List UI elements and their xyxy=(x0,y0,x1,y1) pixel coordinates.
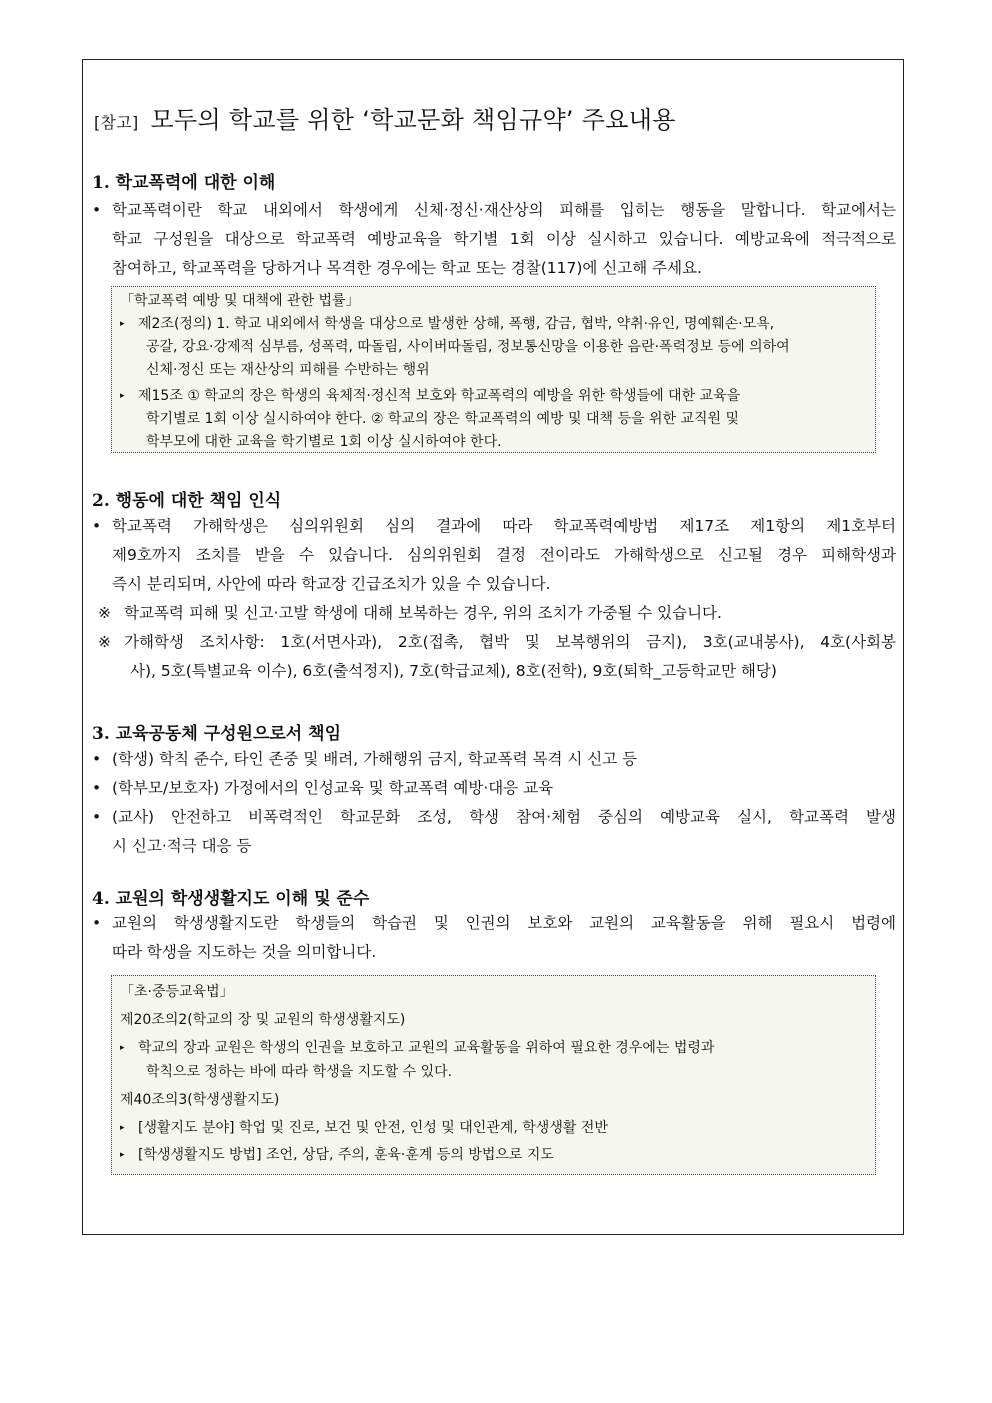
list-item: • (학부모/보호자) 가정에서의 인성교육 및 학교폭력 예방·대응 교육 xyxy=(92,774,896,803)
list-item: • (학생) 학칙 준수, 타인 존중 및 배려, 가해행위 금지, 학교폭력 목격 시 신고 등 xyxy=(92,745,896,774)
section1-paragraph xyxy=(92,196,896,283)
law-item: ▸ 제2조(정의) 1. 학교 내외에서 학생을 대상으로 발생한 상해, 폭행, 감금, 협박, 약취·유인, 명예훼손·모욕, xyxy=(120,313,867,336)
law-article: 제20조의2(학교의 장 및 교원의 학생생활지도) xyxy=(120,1012,406,1028)
law-item: ▸ [생활지도 분야] 학업 및 진로, 보건 및 안전, 인성 및 대인관계, 학생생활 전반 xyxy=(120,1116,867,1140)
section4-paragraph xyxy=(92,909,896,967)
triangle-bullet-icon: ▸ xyxy=(120,319,125,329)
section1-heading: 1. 학교폭력에 대한 이해 xyxy=(92,173,276,193)
list-item: • (교사) 안전하고 비폭력적인 학교문화 조성, 학생 참여·체험 중심의 예방교육 실시, 학교폭력 발생 xyxy=(92,803,896,832)
text-line: 제9호까지 조치를 받을 수 있습니다. 심의위원회 결정 전이라도 가해학생으로 신고될 경우 피해학생과 xyxy=(112,546,896,564)
triangle-bullet-icon: ▸ xyxy=(120,391,125,401)
bullet-icon: • xyxy=(92,517,102,535)
note-line: ※ 가해학생 조치사항: 1호(서면사과), 2호(접촉, 협박 및 보복행위의 금지), 3호(교내봉사), 4호(사회봉 xyxy=(92,628,896,657)
text-line: 시 신고·적극 대응 등 xyxy=(112,837,252,855)
bullet-icon: • xyxy=(92,808,102,826)
law-item: ▸ [학생생활지도 방법] 조언, 상담, 주의, 훈육·훈계 등의 방법으로 지도 xyxy=(120,1143,867,1167)
bullet-icon: • xyxy=(92,779,102,797)
section2-paragraph xyxy=(92,512,896,686)
law-item-line: 공갈, 강요·강제적 심부름, 성폭력, 따돌림, 사이버따돌림, 정보통신망을 이용한 음란·폭력정보 등에 의하여 xyxy=(146,339,790,355)
text-line: 따라 학생을 지도하는 것을 의미합니다. xyxy=(112,943,377,961)
reference-mark-icon: ※ xyxy=(98,604,111,622)
note-line: 사), 5호(특별교육 이수), 6호(출석정지), 7호(학급교체), 8호(전학), 9호(퇴학_고등학교만 해당) xyxy=(130,662,777,680)
law-title: 「초·중등교육법」 xyxy=(120,984,234,1000)
page-title xyxy=(94,100,676,135)
section3-heading: 3. 교육공동체 구성원으로서 책임 xyxy=(92,724,341,744)
reference-tag: [참고] xyxy=(94,113,139,132)
section4-heading: 4. 교원의 학생생활지도 이해 및 준수 xyxy=(92,889,370,909)
law-title: 「학교폭력 예방 및 대책에 관한 법률」 xyxy=(120,293,360,309)
law-article: 제40조의3(학생생활지도) xyxy=(120,1092,280,1108)
law-item-line: 학칙으로 정하는 바에 따라 학생을 지도할 수 있다. xyxy=(146,1064,453,1080)
text-line: 학교 구성원을 대상으로 학교폭력 예방교육을 학기별 1회 이상 실시하고 있습니다. 예방교육에 적극적으로 xyxy=(112,230,896,248)
text-line: 즉시 분리되며, 사안에 따라 학교장 긴급조치가 있을 수 있습니다. xyxy=(112,575,551,593)
text-line: 참여하고, 학교폭력을 당하거나 목격한 경우에는 학교 또는 경찰(117)에 신고해 주세요. xyxy=(112,259,702,277)
text-line: • 교원의 학생생활지도란 학생들의 학습권 및 인권의 보호와 교원의 교육활동을 위해 필요시 법령에 xyxy=(92,909,896,938)
bullet-icon: • xyxy=(92,914,102,932)
triangle-bullet-icon: ▸ xyxy=(120,1123,125,1133)
triangle-bullet-icon: ▸ xyxy=(120,1043,125,1053)
bullet-icon: • xyxy=(92,750,102,768)
law-item: ▸ 학교의 장과 교원은 학생의 인권을 보호하고 교원의 교육활동을 위하여 필요한 경우에는 법령과 xyxy=(120,1036,867,1060)
note-line: ※ 학교폭력 피해 및 신고·고발 학생에 대해 보복하는 경우, 위의 조치가 가중될 수 있습니다. xyxy=(92,599,896,628)
text-line: • 학교폭력 가해학생은 심의위원회 심의 결과에 따라 학교폭력예방법 제17조 제1항의 제1호부터 xyxy=(92,512,896,541)
title-text: 모두의 학교를 위한 ‘학교문화 책임규약’ 주요내용 xyxy=(150,106,676,134)
bullet-icon: • xyxy=(92,201,102,219)
law-item: ▸ 제15조 ① 학교의 장은 학생의 육체적·정신적 보호와 학교폭력의 예방을 위한 학생들에 대한 교육을 xyxy=(120,385,867,408)
text-line: • 학교폭력이란 학교 내외에서 학생에게 신체·정신·재산상의 피해를 입히는 행동을 말합니다. 학교에서는 xyxy=(92,196,896,225)
triangle-bullet-icon: ▸ xyxy=(120,1150,125,1160)
reference-mark-icon: ※ xyxy=(98,633,111,651)
section2-heading: 2. 행동에 대한 책임 인식 xyxy=(92,491,282,511)
law-item-line: 학기별로 1회 이상 실시하여야 한다. ② 학교의 장은 학교폭력의 예방 및 대책 등을 위한 교직원 및 xyxy=(146,411,740,427)
section3-list xyxy=(92,745,896,861)
law-item-line: 신체·정신 또는 재산상의 피해를 수반하는 행위 xyxy=(146,362,430,378)
law-item-line: 학부모에 대한 교육을 학기별로 1회 이상 실시하여야 한다. xyxy=(146,434,502,450)
law-excerpt-box-1 xyxy=(111,286,876,453)
law-excerpt-box-2 xyxy=(111,975,876,1175)
